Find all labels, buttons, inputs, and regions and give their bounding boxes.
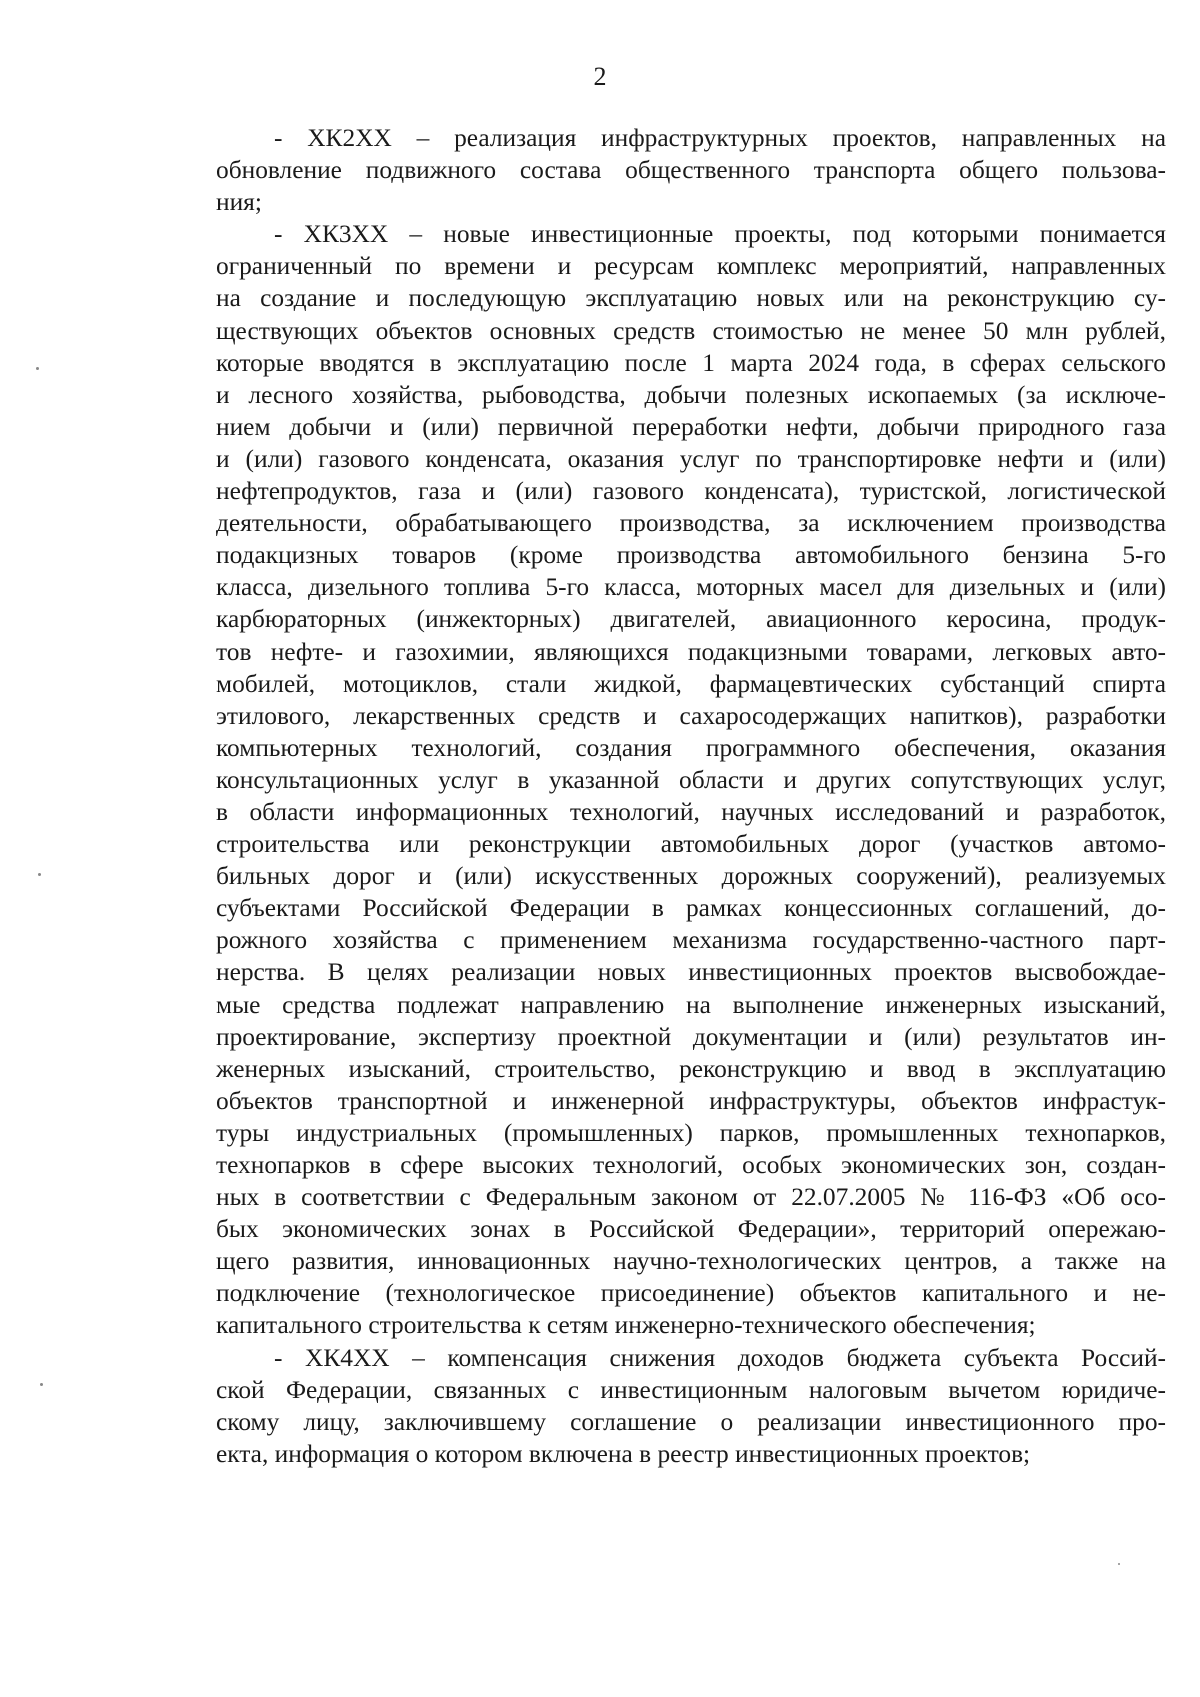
text-line: подключение (технологическое присоединение) объектов капитального и не- xyxy=(216,1279,1166,1308)
text-line: подакцизных товаров (кроме производства автомобильного бензина 5-го xyxy=(216,541,1166,570)
text-line: мобилей, мотоциклов, стали жидкой, фармацевтических субстанций спирта xyxy=(216,669,1166,698)
text-line: - ХК2ХХ – реализация инфраструктурных проектов, направленных на xyxy=(274,124,1166,152)
text-line: тов нефте- и газохимии, являющихся подакцизными товарами, легковых авто- xyxy=(216,637,1166,666)
text-line: бильных дорог и (или) искусственных дорожных сооружений), реализуемых xyxy=(216,862,1166,891)
text-line: скому лицу, заключившему соглашение о реализации инвестиционного про- xyxy=(216,1407,1166,1436)
text-line: бых экономических зонах в Российской Федерации», территорий опережаю- xyxy=(216,1215,1166,1244)
paragraph xyxy=(216,122,1166,218)
text-line: проектирование, экспертизу проектной документации и (или) результатов ин- xyxy=(216,1022,1166,1051)
text-line: - ХК3ХХ – новые инвестиционные проекты, под которыми понимается xyxy=(274,220,1166,249)
text-line: и лесного хозяйства, рыбоводства, добычи полезных ископаемых (за исключе- xyxy=(216,380,1166,409)
text-line: капитального строительства к сетям инженерно-технического обеспечения; xyxy=(216,1311,1036,1340)
scan-speck xyxy=(38,873,41,876)
text-line: екта, информация о котором включена в реестр инвестиционных проектов; xyxy=(216,1439,1031,1468)
text-line: нием добычи и (или) первичной переработки нефти, добычи природного газа xyxy=(216,412,1166,441)
text-line: нефтепродуктов, газа и (или) газового конденсата), туристской, логистической xyxy=(216,477,1166,506)
text-line: в области информационных технологий, научных исследований и разработок, xyxy=(216,797,1166,826)
text-line: этилового, лекарственных средств и сахаросодержащих напитков), разработки xyxy=(216,701,1166,730)
text-line: ных в соответствии с Федеральным законом от 22.07.2005 № 116-ФЗ «Об осо- xyxy=(216,1183,1166,1212)
text-line: компьютерных технологий, создания программного обеспечения, оказания xyxy=(216,733,1166,762)
paragraph xyxy=(216,1342,1166,1470)
text-line: класса, дизельного топлива 5-го класса, моторных масел для дизельных и (или) xyxy=(216,573,1166,602)
text-line: субъектами Российской Федерации в рамках концессионных соглашений, до- xyxy=(216,894,1166,923)
text-line: нерства. В целях реализации новых инвестиционных проектов высвобождае- xyxy=(216,958,1166,987)
text-line: женерных изысканий, строительство, реконструкцию и ввод в эксплуатацию xyxy=(216,1054,1166,1083)
document-body xyxy=(216,122,1166,1470)
text-line: на создание и последующую эксплуатацию новых или на реконструкцию су- xyxy=(216,284,1166,313)
text-line: и (или) газового конденсата, оказания услуг по транспортировке нефти и (или) xyxy=(216,444,1166,473)
text-line: рожного хозяйства с применением механизма государственно-частного парт- xyxy=(216,926,1166,955)
scan-speck xyxy=(36,367,39,370)
text-line: ограниченный по времени и ресурсам комплекс мероприятий, направленных xyxy=(216,252,1166,281)
text-line: ществующих объектов основных средств стоимостью не менее 50 млн рублей, xyxy=(216,316,1166,345)
scan-speck xyxy=(1118,1563,1120,1565)
text-line: технопарков в сфере высоких технологий, особых экономических зон, создан- xyxy=(216,1151,1166,1179)
scan-speck xyxy=(40,1383,43,1386)
text-line: карбюраторных (инжекторных) двигателей, авиационного керосина, продук- xyxy=(216,605,1166,634)
text-line: обновление подвижного состава общественного транспорта общего пользова- xyxy=(216,156,1166,185)
text-line: которые вводятся в эксплуатацию после 1 марта 2024 года, в сферах сельского xyxy=(216,348,1166,377)
text-line: деятельности, обрабатывающего производства, за исключением производства xyxy=(216,509,1166,538)
text-line: туры индустриальных (промышленных) парков, промышленных технопарков, xyxy=(216,1118,1166,1147)
text-line: щего развития, инновационных научно-технологических центров, а также на xyxy=(216,1247,1166,1276)
page-number: 2 xyxy=(593,62,607,91)
text-line: ской Федерации, связанных с инвестиционным налоговым вычетом юридиче- xyxy=(216,1375,1166,1404)
text-line: консультационных услуг в указанной области и других сопутствующих услуг, xyxy=(216,765,1166,794)
text-line: строительства или реконструкции автомобильных дорог (участков автомо- xyxy=(216,830,1166,859)
text-line: мые средства подлежат направлению на выполнение инженерных изысканий, xyxy=(216,990,1166,1019)
text-line: объектов транспортной и инженерной инфраструктуры, объектов инфрастук- xyxy=(216,1086,1166,1115)
paragraph xyxy=(216,218,1166,1341)
text-line: ния; xyxy=(216,188,262,217)
text-line: - ХК4ХХ – компенсация снижения доходов бюджета субъекта Россий- xyxy=(274,1343,1166,1372)
